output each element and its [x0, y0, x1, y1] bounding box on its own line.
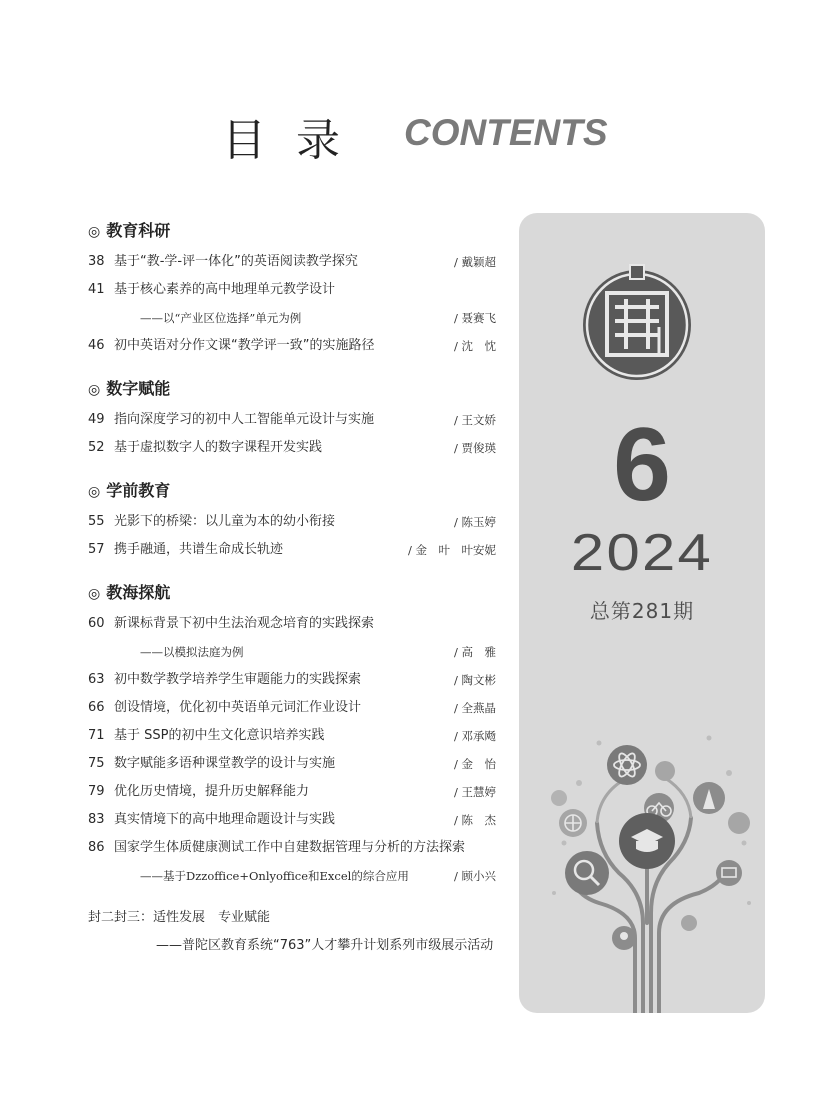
cover-note-line1: 封二封三：适性发展 专业赋能 — [88, 910, 271, 925]
toc-entry[interactable] — [88, 722, 496, 750]
entry-title: 新课标背景下初中生法治观念培育的实践探索 — [114, 616, 375, 631]
toc-entry[interactable] — [88, 610, 496, 638]
page-header — [0, 100, 816, 166]
toc-entry[interactable] — [88, 834, 496, 862]
entry-title: 国家学生体质健康测试工作中自建数据管理与分析的方法探索 — [114, 840, 466, 855]
entry-author: / 金 叶 叶安妮 — [407, 543, 496, 557]
section-title: 教育科研 — [106, 221, 171, 240]
entry-author: / 王慧婷 — [453, 785, 496, 799]
entry-title: 基于 SSP的初中生文化意识培养实践 — [114, 728, 325, 743]
issue-total: 总第281期 — [589, 599, 695, 623]
toc-entry[interactable] — [88, 276, 496, 304]
entry-page: 63 — [88, 672, 105, 687]
entry-page: 46 — [88, 338, 105, 353]
entry-page: 49 — [88, 412, 105, 427]
entry-author: / 全燕晶 — [453, 701, 496, 715]
entry-author: / 邓承飏 — [453, 729, 496, 743]
entry-title: 光影下的桥梁：以儿童为本的幼小衔接 — [114, 514, 336, 529]
cover-note-line2: ——普陀区教育系统“763”人才攀升计划系列市级展示活动 — [156, 938, 494, 953]
entry-title: 基于“教-学-评一体化”的英语阅读教学探究 — [114, 254, 358, 269]
entry-title: 真实情境下的高中地理命题设计与实践 — [114, 812, 336, 827]
toc-entry[interactable] — [88, 304, 496, 332]
section-heading — [88, 376, 496, 406]
toc-entry[interactable] — [88, 434, 496, 462]
toc-section — [88, 478, 496, 564]
toc-entry[interactable] — [88, 666, 496, 694]
table-of-contents — [88, 218, 496, 906]
section-heading — [88, 218, 496, 248]
section-bullet-icon: ◎ — [88, 586, 101, 602]
entry-author: / 金 怡 — [453, 757, 496, 771]
entry-author: / 顾小兴 — [453, 869, 496, 883]
entry-title: 创设情境，优化初中英语单元词汇作业设计 — [114, 700, 362, 715]
toc-section — [88, 580, 496, 890]
entry-page: 60 — [88, 616, 105, 631]
toc-entry[interactable] — [88, 332, 496, 360]
toc-entry[interactable] — [88, 862, 496, 890]
entry-page: 75 — [88, 756, 105, 771]
entry-author: / 戴颖超 — [453, 255, 496, 269]
entry-page: 38 — [88, 254, 105, 269]
entry-title: 基于核心素养的高中地理单元教学设计 — [114, 282, 336, 297]
entry-author: / 陈玉婷 — [453, 515, 496, 529]
entry-title: 数字赋能多语种课堂教学的设计与实施 — [114, 756, 336, 771]
toc-entry[interactable] — [88, 406, 496, 434]
entry-title: ——基于Dzzoffice+Onlyoffice和Excel的综合应用 — [140, 869, 409, 883]
entry-title: 初中英语对分作文课“教学评一致”的实施路径 — [114, 338, 375, 353]
toc-entry[interactable] — [88, 806, 496, 834]
entry-page: 57 — [88, 542, 105, 557]
entry-page: 66 — [88, 700, 105, 715]
title-english: CONTENTS — [404, 112, 608, 153]
toc-entry[interactable] — [88, 638, 496, 666]
section-title: 教海探航 — [106, 583, 171, 602]
entry-author: / 陈 杰 — [453, 813, 496, 827]
section-title: 学前教育 — [106, 481, 171, 500]
entry-page: 79 — [88, 784, 105, 799]
toc-entry[interactable] — [88, 750, 496, 778]
entry-page: 83 — [88, 812, 105, 827]
entry-author: / 贾俊瑛 — [453, 441, 496, 455]
entry-author: / 陶文彬 — [453, 673, 496, 687]
entry-title: 基于虚拟数字人的数字课程开发实践 — [114, 440, 323, 455]
section-bullet-icon: ◎ — [88, 382, 101, 398]
toc-section — [88, 218, 496, 360]
section-bullet-icon: ◎ — [88, 484, 101, 500]
entry-page: 71 — [88, 728, 105, 743]
entry-page: 55 — [88, 514, 105, 529]
toc-entry[interactable] — [88, 536, 496, 564]
entry-author: / 王文娇 — [453, 413, 496, 427]
toc-entry[interactable] — [88, 248, 496, 276]
section-bullet-icon: ◎ — [88, 224, 101, 240]
section-title: 数字赋能 — [106, 379, 171, 398]
toc-entry[interactable] — [88, 694, 496, 722]
entry-title: ——以“产业区位选择”单元为例 — [140, 311, 302, 325]
entry-author: / 聂赛飞 — [453, 311, 496, 325]
issue-number: 6 — [613, 407, 671, 523]
toc-entry[interactable] — [88, 778, 496, 806]
entry-author: / 沈 忱 — [453, 339, 496, 353]
entry-title: 初中数学教学培养学生审题能力的实践探索 — [114, 672, 362, 687]
issue-panel — [519, 213, 765, 1013]
entry-page: 86 — [88, 840, 105, 855]
education-tree-illustration-icon — [539, 723, 759, 1013]
title-chinese: 目录 — [222, 115, 370, 166]
section-heading — [88, 580, 496, 610]
entry-title: 优化历史情境，提升历史解释能力 — [114, 784, 310, 799]
journal-logo-icon — [581, 263, 693, 381]
cover-note — [88, 904, 508, 960]
entry-title: 指向深度学习的初中人工智能单元设计与实施 — [114, 412, 375, 427]
section-heading — [88, 478, 496, 508]
entry-page: 41 — [88, 282, 105, 297]
entry-title: 携手融通，共谱生命成长轨迹 — [114, 542, 284, 557]
entry-title: ——以模拟法庭为例 — [140, 645, 244, 659]
issue-year: 2024 — [570, 524, 714, 582]
entry-author: / 高 雅 — [453, 645, 496, 659]
toc-section — [88, 376, 496, 462]
toc-entry[interactable] — [88, 508, 496, 536]
entry-page: 52 — [88, 440, 105, 455]
